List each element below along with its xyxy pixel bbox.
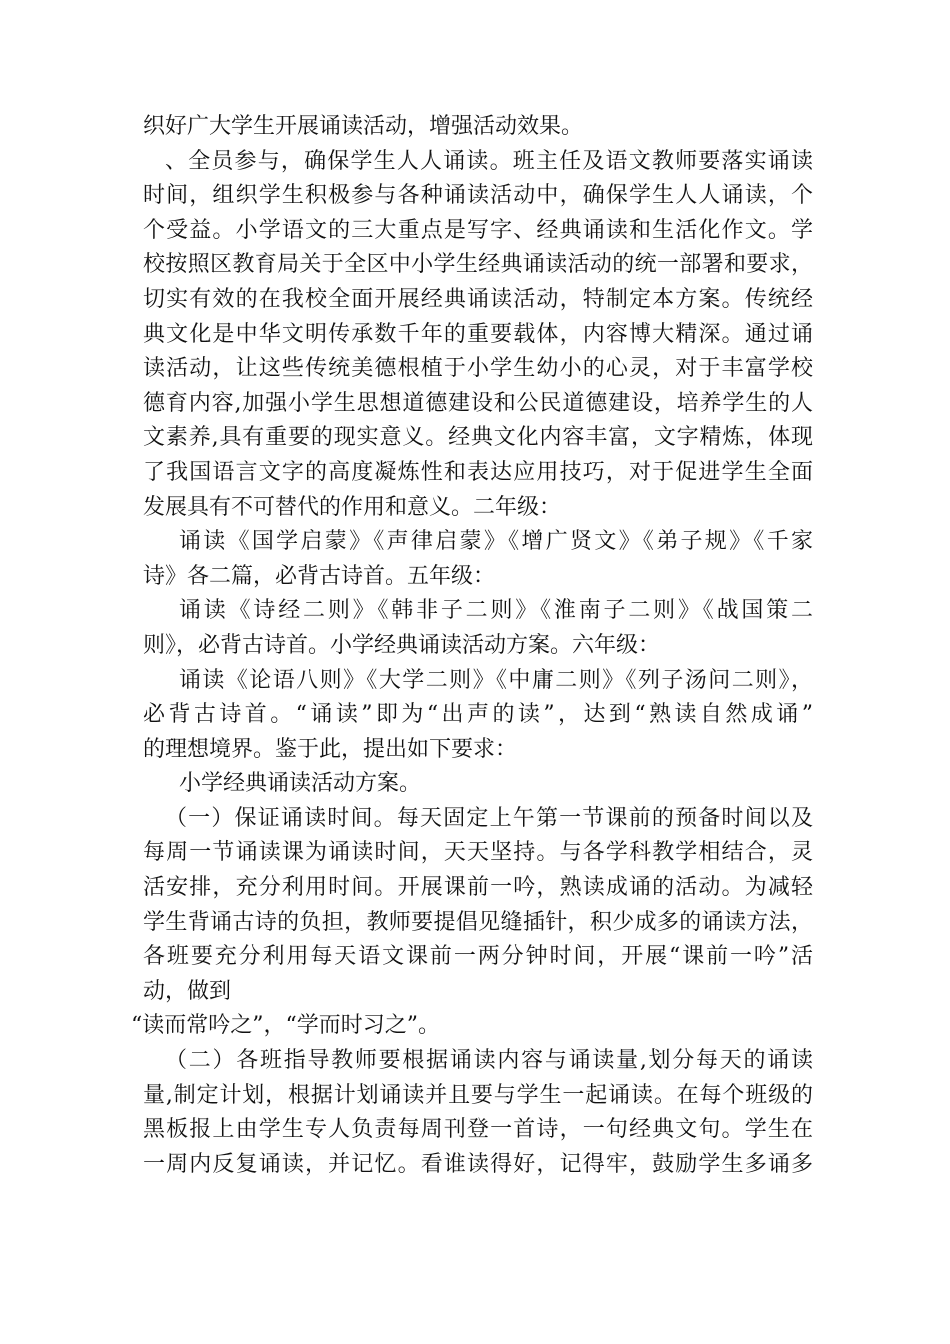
- text-line: 必背古诗首。“诵读”即为“出声的读”，达到“熟读自然成诵”: [143, 702, 813, 728]
- text-line: 量,制定计划，根据计划诵读并且要与学生一起诵读。在每个班级的: [143, 1082, 813, 1108]
- text-line: 诗》各二篇，必背古诗首。五年级：: [143, 563, 496, 589]
- text-line: 则》，必背古诗首。小学经典诵读活动方案。六年级：: [143, 632, 661, 658]
- text-line: 小学经典诵读活动方案。: [179, 771, 422, 797]
- text-line: 校按照区教育局关于全区中小学生经典诵读活动的统一部署和要求，: [143, 252, 813, 278]
- text-line: 每周一节诵读课为诵读时间，天天坚持。与各学科教学相结合，灵: [143, 840, 813, 866]
- text-line: 一周内反复诵读，并记忆。看谁读得好，记得牢，鼓励学生多诵多: [143, 1151, 813, 1177]
- text-line: 学生背诵古诗的负担，教师要提倡见缝插针，积少成多的诵读方法，: [143, 909, 813, 935]
- text-line: 动，做到: [143, 978, 232, 1004]
- text-line: 了我国语言文字的高度凝炼性和表达应用技巧，对于促进学生全面: [143, 459, 813, 485]
- text-line: 个受益。小学语文的三大重点是写字、经典诵读和生活化作文。学: [143, 217, 813, 243]
- text-line: 诵读《国学启蒙》《声律启蒙》《增广贤文》《弟子规》《千家: [179, 529, 813, 555]
- text-line: 时间，组织学生积极参与各种诵读活动中，确保学生人人诵读，个: [143, 183, 813, 209]
- text-line: 德育内容,加强小学生思想道德建设和公民道德建设，培养学生的人: [143, 390, 813, 416]
- text-line: （一）保证诵读时间。每天固定上午第一节课前的预备时间以及: [165, 805, 813, 831]
- text-line: 各班要充分利用每天语文课前一两分钟时间，开展“课前一吟”活: [143, 944, 813, 970]
- text-line: 读活动，让这些传统美德根植于小学生幼小的心灵，对于丰富学校: [143, 356, 813, 382]
- text-line: 文素养,具有重要的现实意义。经典文化内容丰富，文字精炼，体现: [143, 425, 813, 451]
- text-line: 的理想境界。鉴于此，提出如下要求：: [143, 736, 518, 762]
- text-line: “读而常吟之”，“学而时习之”。: [131, 1013, 440, 1039]
- text-line: 诵读《诗经二则》《韩非子二则》《淮南子二则》《战国策二: [179, 598, 813, 624]
- text-line: 活安排，充分利用时间。开展课前一吟，熟读成诵的活动。为减轻: [143, 875, 813, 901]
- text-line: 黑板报上由学生专人负责每周刊登一首诗，一句经典文句。学生在: [143, 1117, 813, 1143]
- text-line: 切实有效的在我校全面开展经典诵读活动，特制定本方案。传统经: [143, 286, 813, 312]
- text-line: 、全员参与，确保学生人人诵读。班主任及语文教师要落实诵读: [165, 148, 813, 174]
- text-line: 织好广大学生开展诵读活动，增强活动效果。: [143, 114, 584, 139]
- text-line: 发展具有不可替代的作用和意义。二年级：: [143, 494, 562, 520]
- text-line: 典文化是中华文明传承数千年的重要载体，内容博大精深。通过诵: [143, 321, 813, 347]
- text-line: （二）各班指导教师要根据诵读内容与诵读量,划分每天的诵读: [165, 1048, 813, 1074]
- text-line: 诵读《论语八则》《大学二则》《中庸二则》《列子汤问二则》，: [179, 667, 813, 693]
- document-body: [131, 110, 813, 1182]
